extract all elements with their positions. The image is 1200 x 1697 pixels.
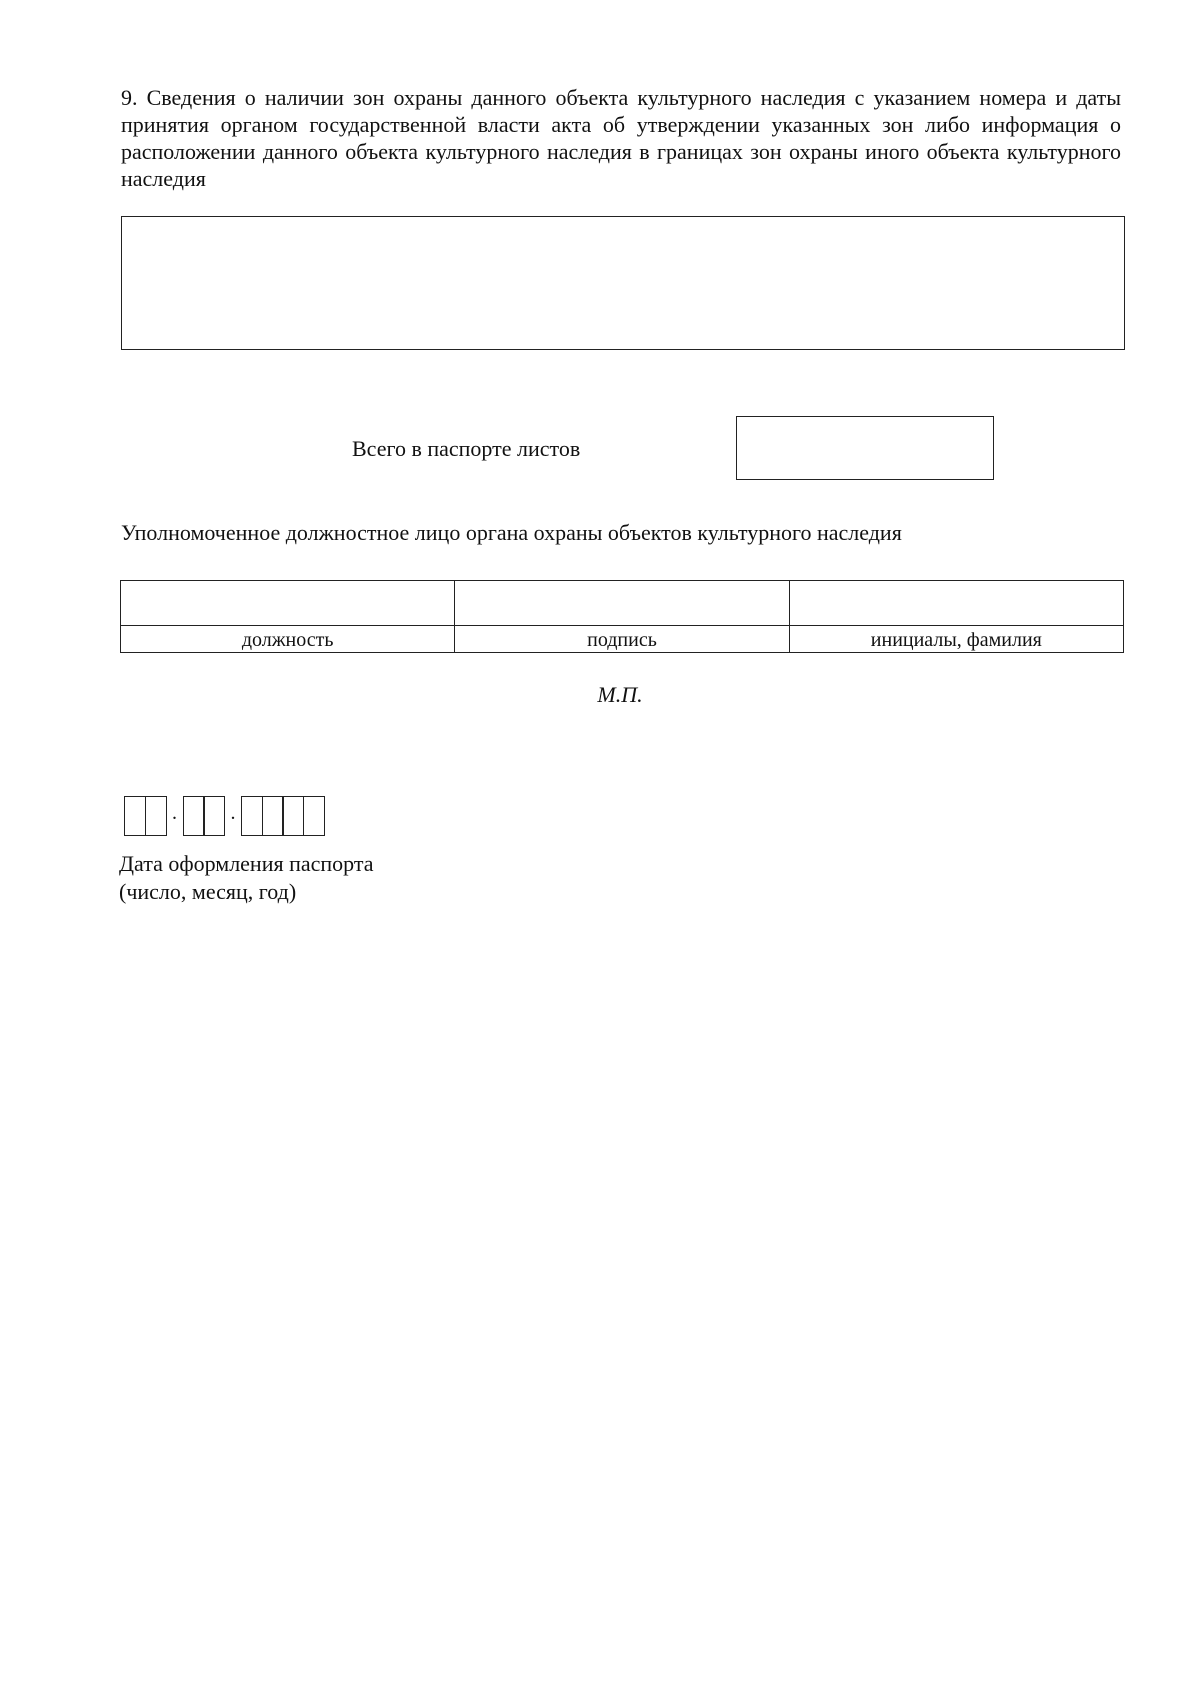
year-cells xyxy=(241,796,325,836)
protection-zones-field[interactable] xyxy=(121,216,1125,350)
issue-date-label-line-1: Дата оформления паспорта xyxy=(119,851,374,876)
issue-date-field xyxy=(124,794,325,836)
name-field[interactable] xyxy=(789,581,1123,626)
position-field[interactable] xyxy=(121,581,455,626)
position-caption: должность xyxy=(121,626,455,653)
signature-caption-row xyxy=(121,626,1124,653)
date-separator: . xyxy=(230,802,236,824)
total-sheets-field[interactable] xyxy=(736,416,994,480)
signature-table xyxy=(120,580,1124,653)
month-digit-2[interactable] xyxy=(203,796,225,836)
year-digit-3[interactable] xyxy=(282,796,304,836)
year-digit-4[interactable] xyxy=(303,796,325,836)
day-cells xyxy=(124,796,167,836)
month-digit-1[interactable] xyxy=(183,796,205,836)
signature-caption: подпись xyxy=(455,626,789,653)
name-caption: инициалы, фамилия xyxy=(789,626,1123,653)
authorized-official-label: Уполномоченное должностное лицо органа охраны объектов культурного наследия xyxy=(121,520,902,545)
total-sheets-label: Всего в паспорте листов xyxy=(352,436,581,461)
issue-date-label-line-2: (число, месяц, год) xyxy=(119,879,297,904)
year-digit-1[interactable] xyxy=(241,796,263,836)
signature-input-row xyxy=(121,581,1124,626)
year-digit-2[interactable] xyxy=(262,796,284,836)
month-cells xyxy=(183,796,226,836)
seal-place-label: М.П. xyxy=(597,682,643,707)
section-9-text: 9. Сведения о наличии зон охраны данного объекта культурного наследия с указанием номера и даты принятия органом государственной власти акта об утверждении указанных зон либо информация о расположении данного объекта культурного наследия в границах зон охраны иного объекта культурного наследия xyxy=(121,85,1121,191)
day-digit-2[interactable] xyxy=(145,796,167,836)
date-separator: . xyxy=(172,802,177,824)
issue-date-label xyxy=(119,850,374,906)
signature-field[interactable] xyxy=(455,581,789,626)
day-digit-1[interactable] xyxy=(124,796,146,836)
